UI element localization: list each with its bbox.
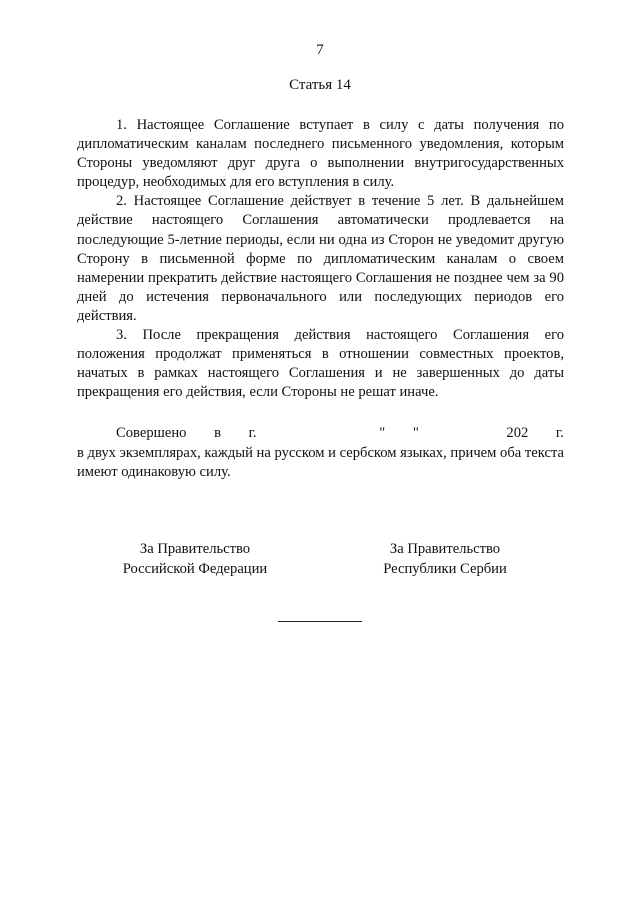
signing-quote-open: " xyxy=(379,425,386,442)
signing-year: 202 xyxy=(506,425,529,442)
signing-year-abbr: г. xyxy=(555,425,564,442)
signature-russia-line1: За Правительство xyxy=(139,541,251,557)
signature-russia-line2: Российской Федерации xyxy=(122,560,268,577)
signing-place-date-line xyxy=(77,424,564,443)
signing-quote-close: " xyxy=(412,425,419,442)
paragraph-1: 1. Настоящее Соглашение вступает в силу с даты получения по дипломатическим каналам последнего письменного уведомления, которым Стороны уведомляют друг друга о выполнении внутригосударственных процедур, необходимых для его вступления в силу. xyxy=(77,117,564,191)
signing-continuation: в двух экземплярах, каждый на русском и сербском языках, причем оба текста имеют одинаковую силу. xyxy=(77,444,564,480)
signature-serbia-line1: За Правительство xyxy=(389,541,501,557)
signing-city-abbr: г. xyxy=(248,425,257,442)
signature-block-serbia xyxy=(350,540,540,579)
signature-serbia-line2: Республики Сербии xyxy=(383,560,507,577)
page-number: 7 xyxy=(316,42,324,58)
end-of-document-rule xyxy=(278,621,362,622)
paragraph-3: 3. После прекращения действия настоящего Соглашения его положения продолжат применяться в отношении совместных проектов, начатых в рамках настоящего Соглашения и не завершенных до даты прекращения его действия, если Стороны не решат иначе. xyxy=(77,327,564,401)
document-body xyxy=(77,116,564,482)
paragraph-2: 2. Настоящее Соглашение действует в течение 5 лет. В дальнейшем действие настоящего Соглашения автоматически продлевается на последующие 5-летние периоды, если ни одна из Сторон не уведомит другую Сторону в письменной форме по дипломатическим каналам о своем намерении прекратить действие настоящего Соглашения не позднее чем за 90 дней до истечения первоначального или последующих периодов его действия. xyxy=(77,193,564,324)
article-title: Статья 14 xyxy=(289,77,351,93)
signing-done-word: Совершено xyxy=(116,425,187,442)
signature-block-russia xyxy=(100,540,290,579)
signing-in-word: в xyxy=(214,425,221,442)
